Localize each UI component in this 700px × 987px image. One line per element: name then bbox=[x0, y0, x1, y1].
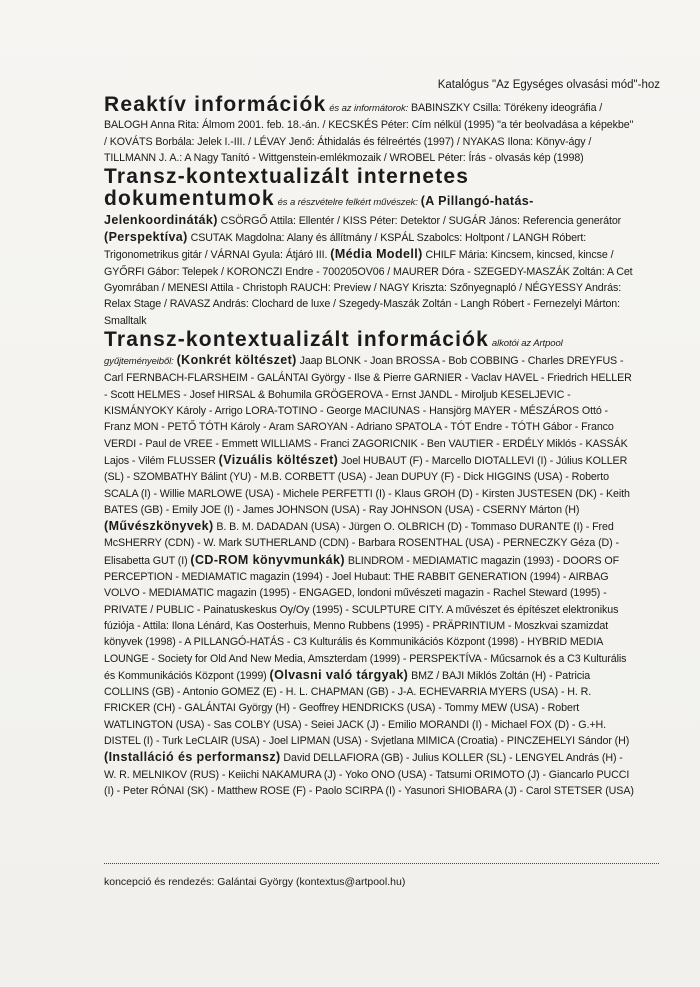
section-intro: és az informátorok: bbox=[329, 103, 409, 114]
section-text: CHILF Mária: Kincsem, kincsed, kincse / GYŐRFI Gábor: Telepek / KORONCZI Endre - 700205OV06 / MAURER Dóra - SZEGEDY-MASZÁK Zoltán: A Cet Gyomrában / MENESI Attila - Christoph RAUCH: Preview / NAGY Kriszta: Szőnyegnapló / NÉGYESSY András: Relax Stage / RAVASZ András: Clochard de luxe / Szegedy-Maszák Zoltán - Langh Róbert - Fernezelyi Márton: Smalltalk bbox=[104, 249, 633, 327]
subsection-title: (Perspektíva) bbox=[104, 230, 188, 245]
section-heading-reactive: Reaktív információk bbox=[104, 93, 327, 116]
section-text: B. B. M. DADADAN (USA) - Jürgen O. OLBRICH (D) - Tommaso DURANTE (I) - Fred McSHERRY (CDN) - W. Mark SUTHERLAND (CDN) - Barbara ROSENTHAL (USA) - PERNECZKY Géza (D) - Elisabetta GUT (I) bbox=[104, 521, 619, 567]
main-text bbox=[104, 94, 634, 799]
section-text: BMZ / BAJI Miklós Zoltán (H) - Patricia COLLINS (GB) - Antonio GOMEZ (E) - H. L. CHAPMAN (GB) - J-A. ECHEVARRIA MYERS (USA) - H. R. FRICKER (CH) - GALÁNTAI György (H) - Geoffrey HENDRICKS (USA) - Tommy MEW (USA) - Robert WATLINGTON (USA) - Sas COLBY (USA) - Seiei JACK (J) - Emilio MORANDI (I) - Michael FOX (D) - G.+H. DISTEL (I) - Turk LeCLAIR (USA) - Joel LIPMAN (USA) - Svjetlana MIMICA (Croatia) - PINCZEHELYI Sándor (H) bbox=[104, 669, 630, 747]
section-text: David DELLAFIORA (GB) - Julius KOLLER (SL) - LENGYEL András (H) - W. R. MELNIKOV (RUS) - Keiichi NAKAMURA (J) - Yoko ONO (USA) - Tatsumi ORIMOTO (J) - Giancarlo PUCCI (I) - Peter RÓNAI (SK) - Matthew ROSE (F) - Paolo SCIRPA (I) - Yasunori SHIOBARA (J) - Carol STETSER (USA) bbox=[104, 752, 634, 797]
section-heading-internet: Transz-kontextualizált internetes dokumentumok bbox=[104, 165, 470, 211]
section-text: BLINDROM - MEDIAMATIC magazin (1993) - DOORS OF PERCEPTION - MEDIAMATIC magazin (1994) - Joel Hubaut: THE RABBIT GENERATION (1994) - AIRBAG VOLVO - MEDIAMATIC magazin (1995) - ENGAGED, londoni művészeti magazin - Rachel Steward (1995) - PRIVATE / PUBLIC - Painatuskeskus Oy/Oy (1995) - SCULPTURE CITY. A művészet és építészet elektronikus fúziója - Attila: Ilona Lénárd, Kas Oosterhuis, Menno Rubbens (1995) - PRÄPRINTIUM - Moszkvai szamizdat könyvek (1998) - A PILLANGÓ-HATÁS - C3 Kulturális és Kommunikációs Központ (1998) - HYBRID MEDIA LOUNGE - Society for Old And New Media, Amszterdam (1999) - PERSPEKTÍVA - Műcsarnok és a C3 Kulturális és Kommunikációs Központ (1999) bbox=[104, 554, 627, 682]
section-text: Joel HUBAUT (F) - Marcello DIOTALLEVI (I) - Július KOLLER (SL) - SZOMBATHY Bálint (YU) - M.B. CORBETT (USA) - Jean DUPUY (F) - Dick HIGGINS (USA) - Roberto SCALA (I) - Willie MARLOWE (USA) - Michele PERFETTI (I) - Klaus GROH (D) - Kirsten JUSTESEN (DK) - Keith BATES (GB) - Emily JOE (I) - James JOHNSON (USA) - Ray JOHNSON (USA) - CSERNY Márton (H) bbox=[104, 454, 630, 516]
divider-line bbox=[104, 863, 659, 864]
subsection-title: (Konkrét költészet) bbox=[176, 353, 297, 368]
section-heading-information: Transz-kontextualizált információk bbox=[104, 327, 490, 351]
credits-line: koncepció és rendezés: Galántai György (kontextus@artpool.hu) bbox=[104, 876, 406, 888]
section-intro: és a részvételre felkért művészek: bbox=[277, 197, 418, 209]
subsection-title: (Installáció és performansz) bbox=[104, 750, 281, 765]
catalog-reference: Katalógus "Az Egységes olvasási mód"-hoz bbox=[437, 79, 660, 91]
subsection-title: (Olvasni való tárgyak) bbox=[269, 667, 409, 682]
subsection-title: (Média Modell) bbox=[330, 247, 423, 262]
section-text: Jaap BLONK - Joan BROSSA - Bob COBBING - Charles DREYFUS - Carl FERNBACH-FLARSHEIM - GALÁNTAI György - Ilse & Pierre GARNIER - Vaclav HAVEL - Friedrich HELLER - Scott HELMES - Josef HIRSAL & Bohumila GRÖGEROVA - Ernst JANDL - Miroljub KESELJEVIC - KISMÁNYOKY Károly - Arrigo LORA-TOTINO - George MACIUNAS - Hansjörg MAYER - MÉSZÁROS Ottó - Franz MON - PETŐ TÓTH Károly - Aram SAROYAN - Adriano SPATOLA - TÓT Endre - TÓTH Gábor - Franco VERDI - Paul de VREE - Emmett WILLIAMS - Franci ZAGORICNIK - Ben VAUTIER - ERDÉLY Miklós - KASSÁK Lajos - Vilém FLUSSER bbox=[104, 355, 632, 467]
subsection-title: (Művészkönyvek) bbox=[104, 519, 214, 534]
section-text: BABINSZKY Csilla: Törékeny ideográfia / BALOGH Anna Rita: Álmom 2001. feb. 18.-án. / KECSKÉS Péter: Cím nélkül (1995) "a tér beolvadása a képekbe" / KOVÁTS Borbála: Jelek I.-III. / LÉVAY Jenő: Áthidalás és félreértés (1997) / NYAKAS Ilona: Könyv-ágy / TILLMANN J. A.: A Nagy Tanító - Wittgenstein-emlékmozaik / WROBEL Péter: Írás - olvasás kép (1998) bbox=[104, 102, 634, 164]
section-text: CSUTAK Magdolna: Alany és állítmány / KSPÁL Szabolcs: Holtpont / LANGH Róbert: Trigonometrikus gitár / VÁRNAI Gyula: Átjáró III. bbox=[104, 232, 587, 262]
subsection-title: (CD-ROM könyvmunkák) bbox=[190, 552, 345, 567]
section-text: CSÖRGŐ Attila: Ellentér / KISS Péter: Detektor / SUGÁR János: Referencia generátor bbox=[220, 214, 622, 227]
subsection-title: (Vizuális költészet) bbox=[218, 452, 339, 467]
section-intro: alkotói az Artpool gyűjteményeiből: bbox=[104, 337, 563, 368]
subsection-title: (A Pillangó-hatás-Jelenkoordináták) bbox=[104, 194, 534, 227]
